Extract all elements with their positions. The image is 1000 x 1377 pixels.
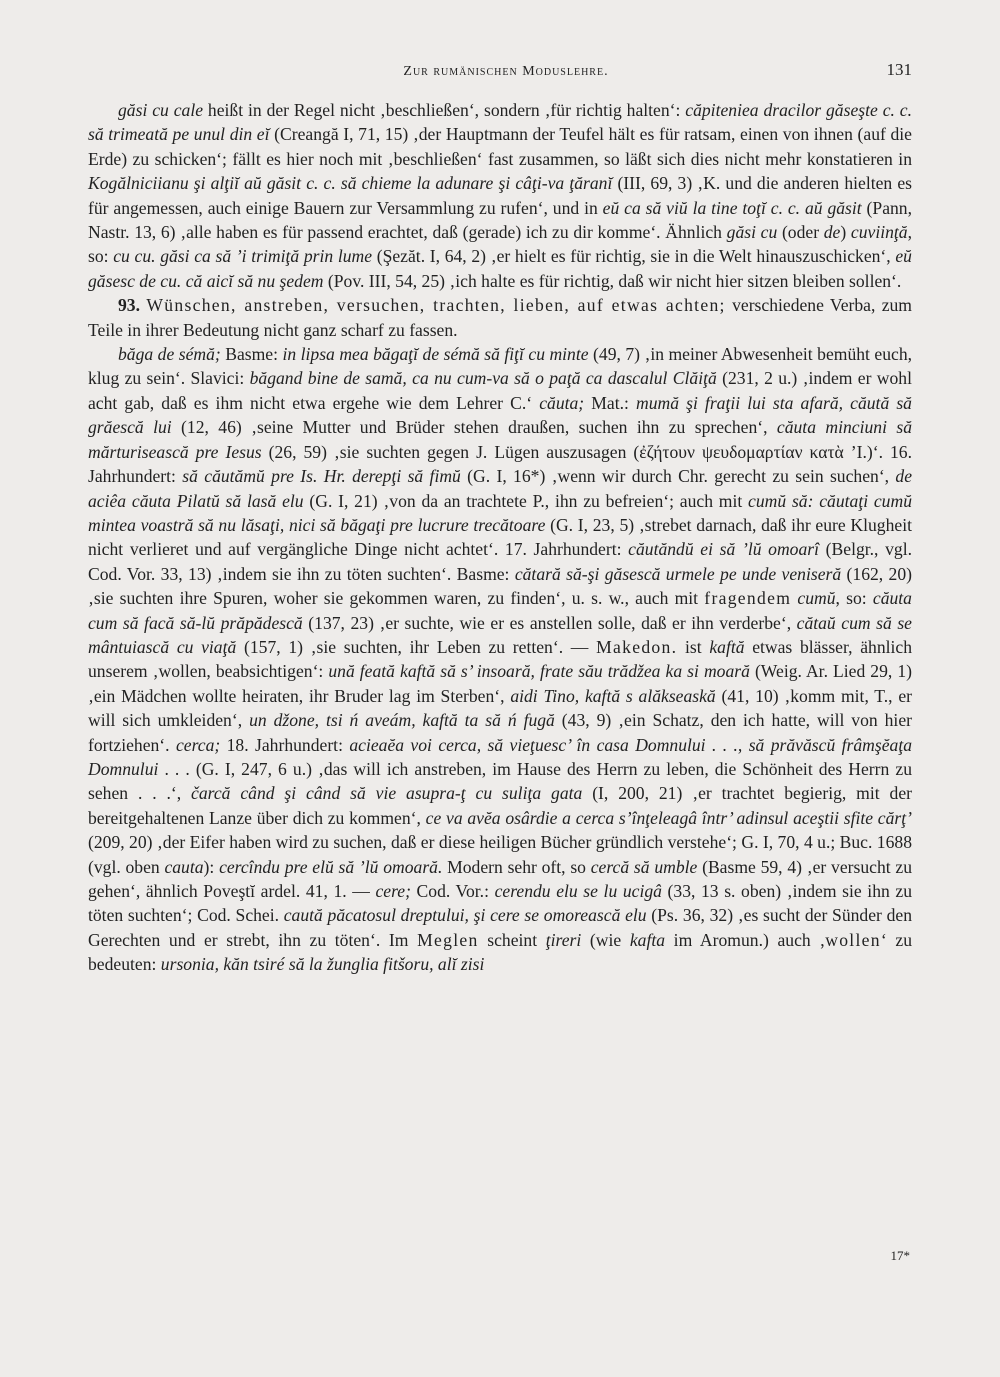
italic-phrase: cumŭ [797, 588, 836, 609]
paragraph [88, 342, 912, 977]
italic-phrase: eŭ ca să viŭ la tine toţĭ c. c. aŭ găsit [602, 197, 862, 218]
text-run: verschiedene Verba, zum Teile in ihrer Bedeutung nicht ganz scharf zu fassen. [88, 295, 912, 340]
text-run: (G. I, 21) ‚von da an trachtete P., ihn zu befreien‘; auch mit [303, 490, 749, 511]
section-number: 93. [118, 295, 140, 316]
text-run: , so: [835, 588, 873, 609]
text-run: Mat.: [584, 392, 636, 413]
text-run: (oder [777, 222, 824, 243]
italic-phrase: cumŭ să: căutaţi cumŭ mintea voastră să nu lăsaţi, nici să băgaţi pre lucrure trecătoare [88, 490, 912, 535]
text-run: (wie [581, 929, 630, 950]
text-run: im Aromun.) auch ‚ [665, 929, 826, 950]
italic-phrase: cercîndu pre elŭ să ’lŭ omoară. [219, 856, 443, 877]
italic-phrase: in lipsa mea băgaţĭ de sémă să fiţĭ cu minte [282, 344, 589, 365]
text-run: Cod. Vor.: [410, 881, 495, 901]
italic-phrase: căutăndŭ ei să ’lŭ omoarî [628, 539, 820, 560]
text-run: (41, 10) ‚komm mit, T., er will sich umkleiden‘, [88, 685, 912, 731]
text-run: (157, 1) ‚sie suchten, ihr Leben zu retten‘. — [236, 636, 597, 657]
italic-phrase: găsi cu [726, 222, 778, 243]
body-text [88, 98, 912, 977]
spaced-phrase: fragendem [704, 588, 792, 609]
italic-phrase: un džone, tsi ń aveám, kaftă ta să ń fugă [249, 710, 555, 731]
italic-phrase: ursonia, kăn tsiré să la žunglia fitšoru, alĭ zisi [160, 954, 485, 975]
text-run: 18. Jahrhundert: [220, 734, 350, 755]
italic-phrase: ună feată kaftă să s’ insoară, frate său trădžea ka si moară [328, 661, 750, 682]
text-run: (12, 46) ‚seine Mutter und Brüder stehen draußen, suchen ihn zu sprechen‘, [171, 417, 777, 438]
italic-phrase: cu cu. găsi ca să ’i trimiţă prin lume [113, 246, 373, 267]
italic-phrase: ce va avĕa osârdie a cerca s’înţeleagâ într’ adinsul aceştii sfite cărţ’ [425, 807, 912, 828]
text-run: (162, 20) ‚sie suchten ihre Spuren, woher sie gekommen waren, zu finden‘, u. s. w., auch mit [88, 563, 913, 609]
italic-phrase: căuta; [539, 392, 585, 413]
text-run: Basme: [220, 344, 283, 365]
text-run: (43, 9) ‚ein Schatz, den ich hatte, will von hier fortziehen‘. [88, 710, 912, 755]
text-run: (49, 7) ‚in meiner Abwesenheit bemüht euch, klug zu sein‘. Slavici: [88, 344, 913, 389]
italic-phrase: eŭ găsesc de cu. că aicĭ să nu şedem [88, 246, 912, 291]
text-run: (G. I, 16*) ‚wenn wir durch Chr. gerecht zu sein suchen‘, [460, 466, 896, 487]
text-run: (26, 59) ‚sie suchten gegen J. Lügen auszusagen (ἐζήτουν ψευδομαρτίαν κατὰ ’Ι.)‘. 16. Jahrhundert: [88, 441, 912, 487]
text-run: (III, 69, 3) ‚K. und die anderen hielten es für angemessen, auch einige Bauern zur Versammlung zu rufen‘, und in [88, 173, 912, 218]
italic-phrase: cerendu elu se lu ucigâ [494, 881, 662, 901]
italic-phrase: Kogălniciianu şi alţiĭ aŭ găsit c. c. să chieme la adunare şi câţi-va ţăranĭ [88, 173, 613, 194]
italic-phrase: băga de sémă; [118, 344, 221, 365]
paragraph-section-93 [88, 293, 912, 342]
italic-phrase: cauta [164, 856, 204, 877]
text-run: (I, 200, 21) ‚er trachtet begierig, mit der bereitgehaltenen Lanze über dich zu kommen‘, [88, 783, 912, 828]
italic-phrase: căpiteniea dracilor găseşte c. c. să trimeată pe unul din eĭ [88, 100, 913, 145]
italic-phrase: acieaĕa voi cerca, să vieţuesc’ în casa Domnului . . ., să prăvăscŭ frâmşĕaţa Domnului [88, 734, 912, 779]
spaced-phrase: Meglen [417, 929, 479, 950]
italic-phrase: de [823, 222, 841, 243]
italic-phrase: mumă şi fraţii lui sta afară, căută să grăescă lui [88, 392, 912, 438]
italic-phrase: cuviinţă [850, 222, 908, 243]
italic-phrase: cătară să-şi găsescă urmele pe unde veniseră [514, 563, 842, 584]
text-run: scheint [478, 929, 546, 950]
text-run: (Belgr., vgl. Cod. Vor. 33, 13) ‚indem sie ihn zu töten suchten‘. Basme: [88, 539, 912, 584]
italic-phrase: găsi cu cale [118, 100, 204, 120]
page-number: 131 [886, 60, 912, 79]
text-run: (Pann, Nastr. 13, 6) ‚alle haben es für passend erachtet, daß (gerade) ich zu dir komme‘. Ähnlich [88, 197, 913, 243]
spaced-phrase: Makedon. [596, 636, 678, 657]
spaced-phrase: Wünschen, anstreben, versuchen, trachten, lieben, auf etwas achten; [146, 295, 726, 316]
text-run: (209, 20) ‚der Eifer haben wird zu suchen, daß er diese heiligen Bücher gründlich verstehe‘; G. I, 70, 4 u.; Buc. 1688 (vgl. oben [88, 832, 912, 877]
italic-phrase: căuta cum să facă să-lŭ prăpădescă [88, 588, 912, 633]
text-run: (G. I, 23, 5) ‚strebet darnach, daß ihr eure Klugheit nicht verlieret und auf vergängliche Dinge nicht achtet‘. 17. Jahrhundert: [88, 514, 912, 560]
text-run: Modern sehr oft, so [442, 856, 591, 877]
italic-phrase: cere; [375, 881, 411, 901]
running-head [100, 58, 912, 88]
text-run: (231, 2 u.) ‚indem er wohl acht gab, daß es ihm nicht etwa ergehe wie dem Lehrer C.‘ [88, 368, 912, 413]
paragraph [88, 98, 912, 293]
text-run: (Weig. Ar. Lied 29, 1) ‚ein Mädchen wollte heiraten, ihr Bruder lag im Sterben‘, [88, 661, 912, 706]
text-run: , so: [88, 222, 912, 267]
italic-phrase: căuta minciuni să mărturisească pre Iesus [88, 417, 912, 462]
text-run: ist [677, 636, 710, 657]
italic-phrase: kafta [629, 929, 666, 950]
text-run: (137, 23) ‚er suchte, wie er es anstellen solle, daß er ihn verderbe‘, [302, 612, 797, 633]
running-title: Zur rumänischen Moduslehre. [403, 64, 609, 79]
text-run: etwas blässer, ähnlich unserem ‚wollen, beabsichtigen‘: [88, 636, 912, 682]
italic-phrase: băgand bine de samă, ca nu cum-va să o paţă ca dascalul Clăiţă [249, 368, 717, 389]
italic-phrase: ţireri [545, 929, 582, 950]
text-run: ): [203, 856, 220, 877]
text-run: (33, 13 s. oben) ‚indem sie ihn zu töten suchten‘; Cod. Schei. [88, 881, 912, 926]
italic-phrase: cercă să umble [590, 856, 698, 877]
italic-phrase: aidi Tino, kaftă s alăkseaskă [510, 685, 716, 706]
text-run: (Creangă I, 71, 15) ‚der Hauptmann der Teufel hält es für ratsam, einen von ihnen (auf die Erde) zu schicken‘; fällt es hier noch mit ‚beschließen‘ fast zusammen, so läßt sich dies nicht mehr konstatieren in [88, 124, 912, 169]
text-run: (Basme 59, 4) ‚er versucht zu gehen‘, ähnlich Poveştĭ ardel. 41, 1. — [88, 856, 912, 901]
text-run: (Ps. 36, 32) ‚es sucht der Sünder den Gerechten und er strebt, ihn zu töten‘. Im [88, 905, 912, 950]
italic-phrase: cătaŭ cum să se mântuiască cu viaţă [88, 612, 912, 657]
italic-phrase: caută păcatosul dreptului, şi cere se omorească elu [283, 905, 647, 926]
signature-mark: 17* [890, 1248, 910, 1263]
italic-phrase: de aciêa căuta Pilatŭ să lasă elu [88, 466, 913, 511]
text-run: ) [840, 222, 851, 243]
text-run: (Pov. III, 54, 25) ‚ich halte es für richtig, daß wir nicht hier sitzen bleiben sollen‘. [323, 270, 902, 291]
spaced-phrase: wollen [825, 929, 881, 950]
text-run: . . . (G. I, 247, 6 u.) ‚das will ich anstreben, im Hause des Herrn zu leben, die Schönheit des Herrn zu sehen . . .‘, [88, 758, 912, 804]
italic-phrase: čarcă când şi când să vie asupra-ţ cu suliţa gata [191, 783, 583, 804]
italic-phrase: cerca; [175, 734, 221, 755]
italic-phrase: kaftă [709, 636, 745, 657]
text-run: heißt in der Regel nicht ‚beschließen‘, sondern ‚für richtig halten‘: [203, 100, 686, 120]
italic-phrase: să căutămŭ pre Is. Hr. derepţi să fimŭ [182, 466, 461, 487]
text-run: (Şezăt. I, 64, 2) ‚er hielt es für richtig, sie in die Welt hinauszuschicken‘, [372, 246, 896, 267]
text-run: ‘ zu bedeuten: [88, 929, 912, 975]
